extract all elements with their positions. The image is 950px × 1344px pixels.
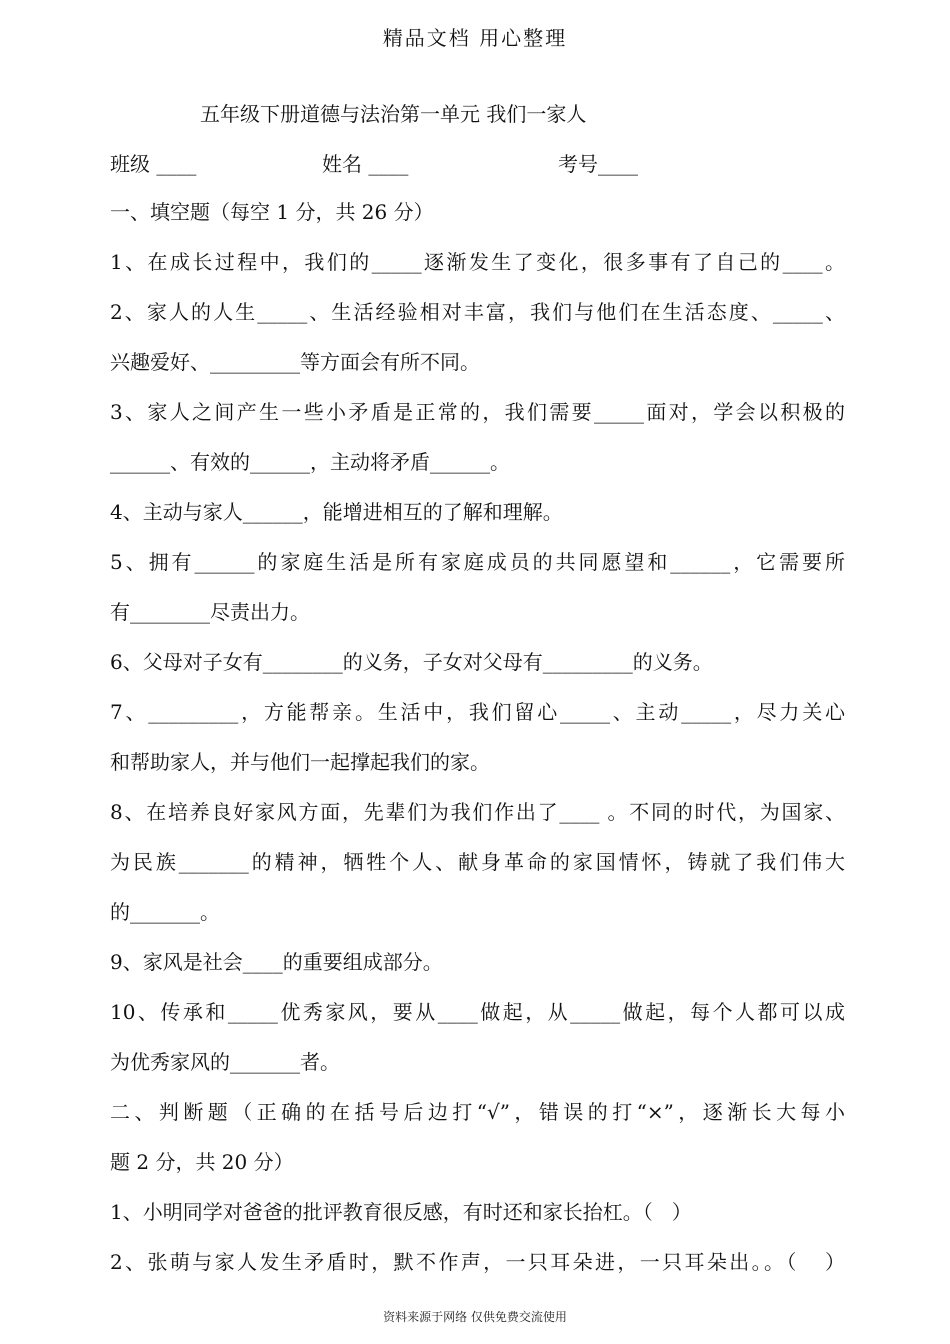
section-heading-fill-in: 一、填空题（每空 1 分，共 26 分）	[110, 200, 434, 224]
question-line: 兴趣爱好、_________等方面会有所不同。	[110, 350, 480, 374]
question-line: 有________尽责出力。	[110, 600, 310, 624]
question-line: 7、_________，方能帮亲。生活中，我们留心_____、主动_____，尽力关心	[110, 700, 845, 724]
class-field-label: 班级 ____	[110, 152, 197, 176]
section-heading-true-false-cont: 题 2 分，共 20 分）	[110, 1150, 294, 1174]
name-field-label: 姓名 ____	[322, 152, 409, 176]
question-line: 6、父母对子女有________的义务，子女对父母有_________的义务。	[110, 650, 713, 674]
question-line: 2、家人的人生_____、生活经验相对丰富，我们与他们在生活态度、_____、	[110, 300, 845, 324]
document-title: 五年级下册道德与法治第一单元 我们一家人	[200, 102, 587, 126]
section-heading-true-false: 二、判断题（正确的在括号后边打“√”，错误的打“×”，逐渐长大每小	[110, 1100, 845, 1124]
question-line: 1、在成长过程中，我们的_____逐渐发生了变化，很多事有了自己的____。	[110, 250, 845, 274]
page-footer: 资料来源于网络 仅供免费交流使用	[383, 1310, 567, 1324]
page-header: 精品文档 用心整理	[382, 26, 568, 50]
question-line: 1、小明同学对爸爸的批评教育很反感，有时还和家长抬杠。（ ）	[110, 1200, 692, 1224]
question-line: 8、在培养良好家风方面，先辈们为我们作出了____ 。不同的时代，为国家、	[110, 800, 845, 824]
question-line: 10、传承和_____优秀家风，要从____做起，从_____做起，每个人都可以成	[110, 1000, 845, 1024]
question-line: 和帮助家人，并与他们一起撑起我们的家。	[110, 750, 490, 774]
question-line: 为民族_______的精神，牺牲个人、献身革命的家国情怀，铸就了我们伟大	[110, 850, 845, 874]
question-line: 为优秀家风的_______者。	[110, 1050, 340, 1074]
question-line: 9、家风是社会____的重要组成部分。	[110, 950, 443, 974]
question-line: 3、家人之间产生一些小矛盾是正常的，我们需要_____面对，学会以积极的	[110, 400, 845, 424]
question-line: 4、主动与家人______，能增进相互的了解和理解。	[110, 500, 563, 524]
student-info-row	[110, 148, 850, 176]
question-line: 的_______。	[110, 900, 220, 924]
question-line: 2、张萌与家人发生矛盾时，默不作声，一只耳朵进，一只耳朵出。。（ ）	[110, 1250, 845, 1274]
question-line: ______、有效的______，主动将矛盾______。	[110, 450, 510, 474]
exam-number-label: 考号____	[558, 152, 638, 176]
question-line: 5、拥有______的家庭生活是所有家庭成员的共同愿望和______，它需要所	[110, 550, 845, 574]
